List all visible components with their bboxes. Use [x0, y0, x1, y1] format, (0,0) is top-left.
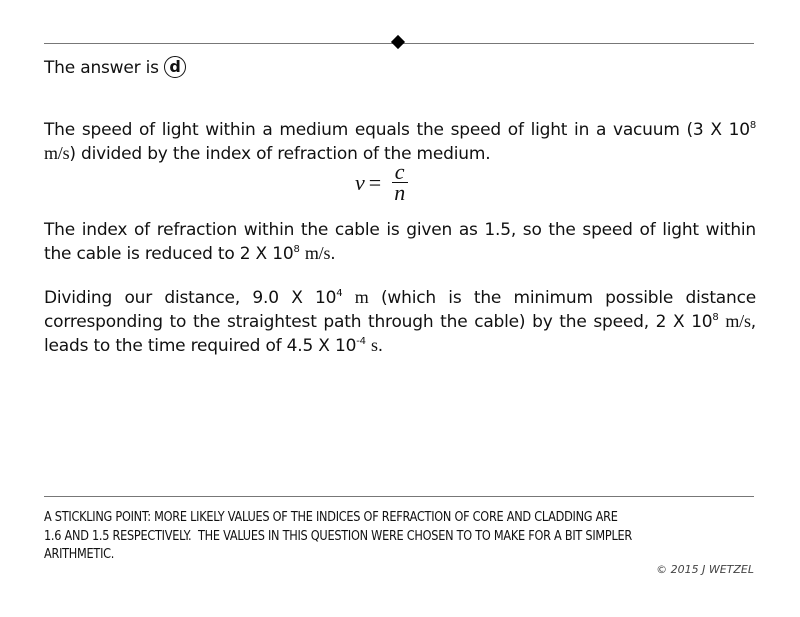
- copyright: © 2015 J WETZEL: [656, 563, 754, 576]
- text: .: [330, 244, 336, 264]
- text: The speed of light within a medium equals the speed of light in a vacuum (3 X 10: [44, 120, 750, 140]
- exponent: 4: [336, 288, 343, 299]
- unit: m/s: [304, 243, 331, 263]
- eq-lhs: v: [355, 169, 365, 195]
- answer-line: [44, 57, 756, 80]
- text: , leads to the time required of 4.5 X 10: [44, 312, 756, 356]
- unit: m: [354, 287, 369, 307]
- text: ) divided by the index of refraction of the medium.: [69, 144, 491, 164]
- explanation-paragraph-3: [44, 286, 756, 358]
- exponent: 8: [712, 312, 719, 323]
- text: Dividing our distance, 9.0 X 10: [44, 288, 337, 308]
- unit: s: [370, 335, 378, 355]
- exponent: 8: [749, 120, 756, 131]
- explanation-paragraph-2: [44, 219, 756, 266]
- answer-letter-circled: d: [164, 56, 186, 78]
- text: .: [377, 336, 384, 356]
- text: (which is the minimum possible distance corresponding to the straightest path through the cable) by the speed, 2 X 10: [44, 288, 756, 332]
- footnote-divider: [44, 496, 754, 497]
- diamond-ornament-icon: [391, 35, 405, 49]
- unit: m/s: [44, 143, 70, 163]
- eq-equals: =: [368, 169, 382, 195]
- footnote-line: 1.6 AND 1.5 RESPECTIVELY. THE VALUES IN THIS QUESTION WERE CHOSEN TO TO MAKE FOR A BIT SIMPLER: [44, 528, 632, 544]
- footnote: [44, 509, 705, 565]
- text: The index of refraction within the cable is given as 1.5, so the speed of light within the cable is reduced to 2 X 10: [44, 220, 756, 264]
- eq-numerator: c: [392, 162, 408, 183]
- unit: m/s: [725, 311, 751, 331]
- footnote-line: A STICKLING POINT: MORE LIKELY VALUES OF THE INDICES OF REFRACTION OF CORE AND CLADDING ARE: [44, 510, 618, 525]
- exponent: 8: [293, 244, 300, 255]
- equation-speed: [355, 159, 408, 205]
- footnote-line: ARITHMETIC.: [44, 547, 115, 562]
- fraction: [391, 159, 408, 205]
- exponent: -4: [356, 336, 366, 347]
- eq-denominator: n: [394, 180, 406, 205]
- answer-prefix: The answer is: [44, 58, 159, 78]
